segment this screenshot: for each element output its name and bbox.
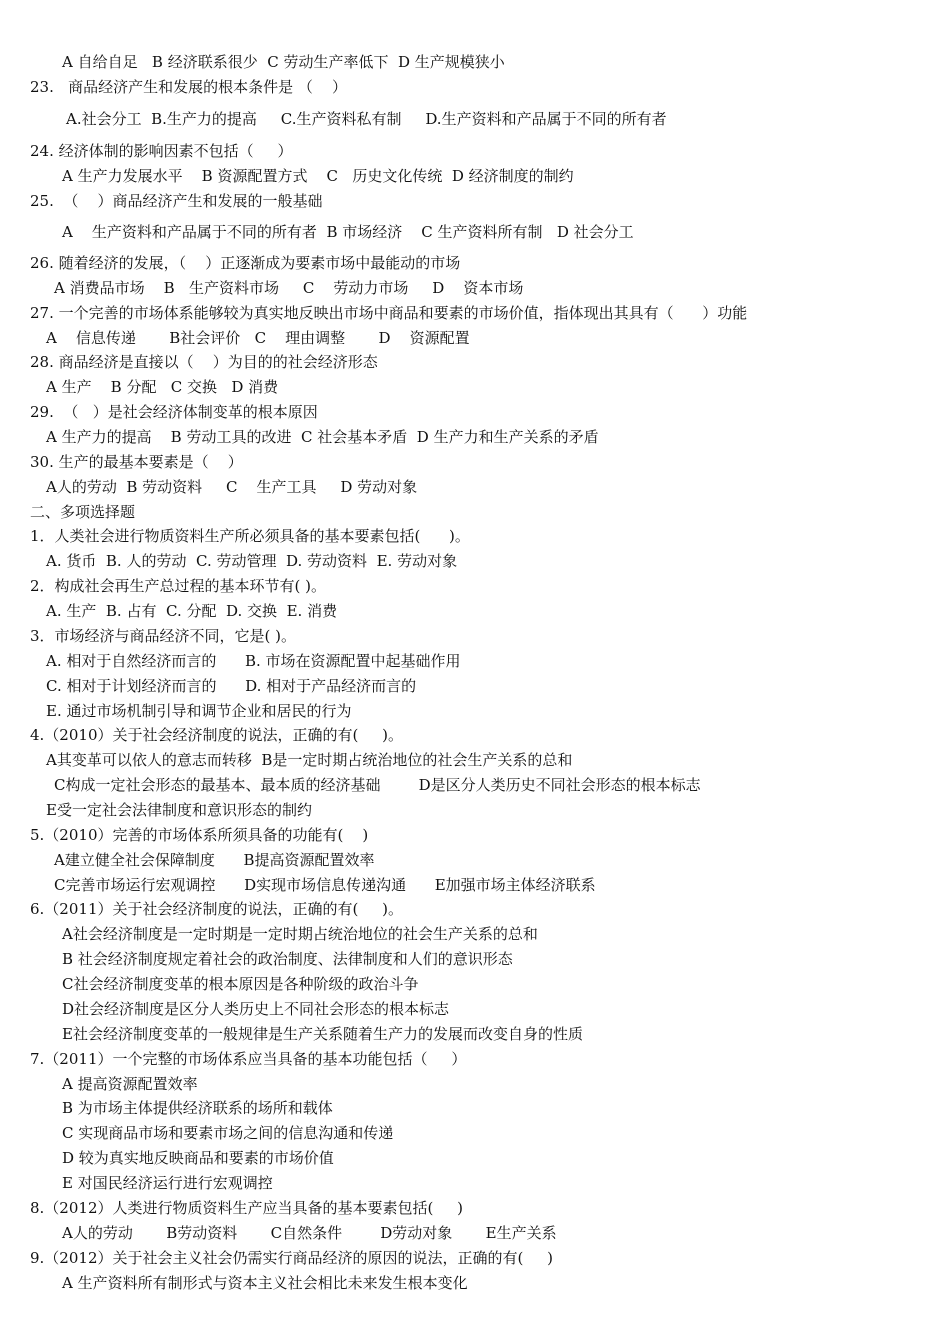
- text-line: 4.（2010）关于社会经济制度的说法，正确的有( )。: [30, 726, 404, 744]
- text-line: D社会经济制度是区分人类历史上不同社会形态的根本标志: [62, 1000, 450, 1018]
- text-line: C社会经济制度变革的根本原因是各种阶级的政治斗争: [62, 975, 419, 993]
- text-line: E 对国民经济运行进行宏观调控: [62, 1174, 273, 1192]
- text-line: 1．人类社会进行物质资料生产所必须具备的基本要素包括( )。: [30, 527, 470, 545]
- text-line: A. 生产 B. 占有 C. 分配 D. 交换 E. 消费: [46, 602, 338, 620]
- text-line: A人的劳动 B劳动资料 C自然条件 D劳动对象 E生产关系: [62, 1224, 557, 1242]
- text-line: 3．市场经济与商品经济不同，它是( )。: [30, 627, 297, 645]
- text-line: A人的劳动 B 劳动资料 C 生产工具 D 劳动对象: [46, 478, 418, 496]
- text-line: A.社会分工 B.生产力的提高 C.生产资料私有制 D.生产资料和产品属于不同的所有者: [66, 110, 667, 128]
- text-line: A 生产力发展水平 B 资源配置方式 C 历史文化传统 D 经济制度的制约: [62, 167, 574, 185]
- text-line: A 生产资料和产品属于不同的所有者 B 市场经济 C 生产资料所有制 D 社会分工: [62, 223, 634, 241]
- text-line: 27. 一个完善的市场体系能够较为真实地反映出市场中商品和要素的市场价值，指体现出其具有（ ）功能: [30, 304, 748, 322]
- text-line: 6.（2011）关于社会经济制度的说法，正确的有( )。: [30, 900, 404, 918]
- text-line: A 信息传递 B社会评价 C 理由调整 D 资源配置: [46, 329, 470, 347]
- text-line: E受一定社会法律制度和意识形态的制约: [46, 801, 312, 819]
- text-line: C 实现商品市场和要素市场之间的信息沟通和传递: [62, 1124, 394, 1142]
- text-line: 2．构成社会再生产总过程的基本环节有( )。: [30, 577, 327, 595]
- text-line: A. 货币 B. 人的劳动 C. 劳动管理 D. 劳动资料 E. 劳动对象: [46, 552, 458, 570]
- text-line: 29. （ ）是社会经济体制变革的根本原因: [30, 403, 318, 421]
- text-line: A 生产力的提高 B 劳动工具的改进 C 社会基本矛盾 D 生产力和生产关系的矛盾: [46, 428, 599, 446]
- text-line: A其变革可以依人的意志而转移 B是一定时期占统治地位的社会生产关系的总和: [46, 751, 573, 769]
- text-line: 5.（2010）完善的市场体系所须具备的功能有( ): [30, 826, 369, 844]
- text-line: B 社会经济制度规定着社会的政治制度、法律制度和人们的意识形态: [62, 950, 513, 968]
- text-line: E社会经济制度变革的一般规律是生产关系随着生产力的发展而改变自身的性质: [62, 1025, 583, 1043]
- text-line: A 提高资源配置效率: [62, 1075, 198, 1093]
- text-line: A社会经济制度是一定时期是一定时期占统治地位的社会生产关系的总和: [62, 925, 538, 943]
- text-line: 23. 商品经济产生和发展的根本条件是 （ ）: [30, 78, 348, 96]
- text-line: A 生产 B 分配 C 交换 D 消费: [46, 378, 279, 396]
- text-line: A 自给自足 B 经济联系很少 C 劳动生产率低下 D 生产规模狭小: [62, 53, 505, 71]
- text-line: 8.（2012）人类进行物质资料生产应当具备的基本要素包括( ): [30, 1199, 464, 1217]
- text-line: C. 相对于计划经济而言的 D. 相对于产品经济而言的: [46, 677, 417, 695]
- text-line: A 生产资料所有制形式与资本主义社会相比未来发生根本变化: [62, 1274, 468, 1292]
- text-line: C构成一定社会形态的最基本、最本质的经济基础 D是区分人类历史不同社会形态的根本标志: [54, 776, 701, 794]
- text-line: E. 通过市场机制引导和调节企业和居民的行为: [46, 702, 352, 720]
- text-line: 9.（2012）关于社会主义社会仍需实行商品经济的原因的说法，正确的有( ): [30, 1249, 554, 1267]
- text-line: A 消费品市场 B 生产资料市场 C 劳动力市场 D 资本市场: [54, 279, 524, 297]
- text-line: 7.（2011）一个完整的市场体系应当具备的基本功能包括（ ）: [30, 1050, 467, 1068]
- text-line: A建立健全社会保障制度 B提高资源配置效率: [54, 851, 375, 869]
- text-line: D 较为真实地反映商品和要素的市场价值: [62, 1149, 334, 1167]
- text-line: 28. 商品经济是直接以（ ）为目的的社会经济形态: [30, 353, 378, 371]
- text-line: 24. 经济体制的影响因素不包括（ ）: [30, 142, 293, 160]
- text-line: 26. 随着经济的发展，（ ）正逐渐成为要素市场中最能动的市场: [30, 254, 461, 272]
- text-line: 25. （ ）商品经济产生和发展的一般基础: [30, 192, 323, 210]
- text-line: B 为市场主体提供经济联系的场所和载体: [62, 1099, 333, 1117]
- text-line: A. 相对于自然经济而言的 B. 市场在资源配置中起基础作用: [46, 652, 461, 670]
- text-line: 30. 生产的最基本要素是（ ）: [30, 453, 243, 471]
- text-line: C完善市场运行宏观调控 D实现市场信息传递沟通 E加强市场主体经济联系: [54, 876, 596, 894]
- section-heading: 二、多项选择题: [30, 503, 136, 521]
